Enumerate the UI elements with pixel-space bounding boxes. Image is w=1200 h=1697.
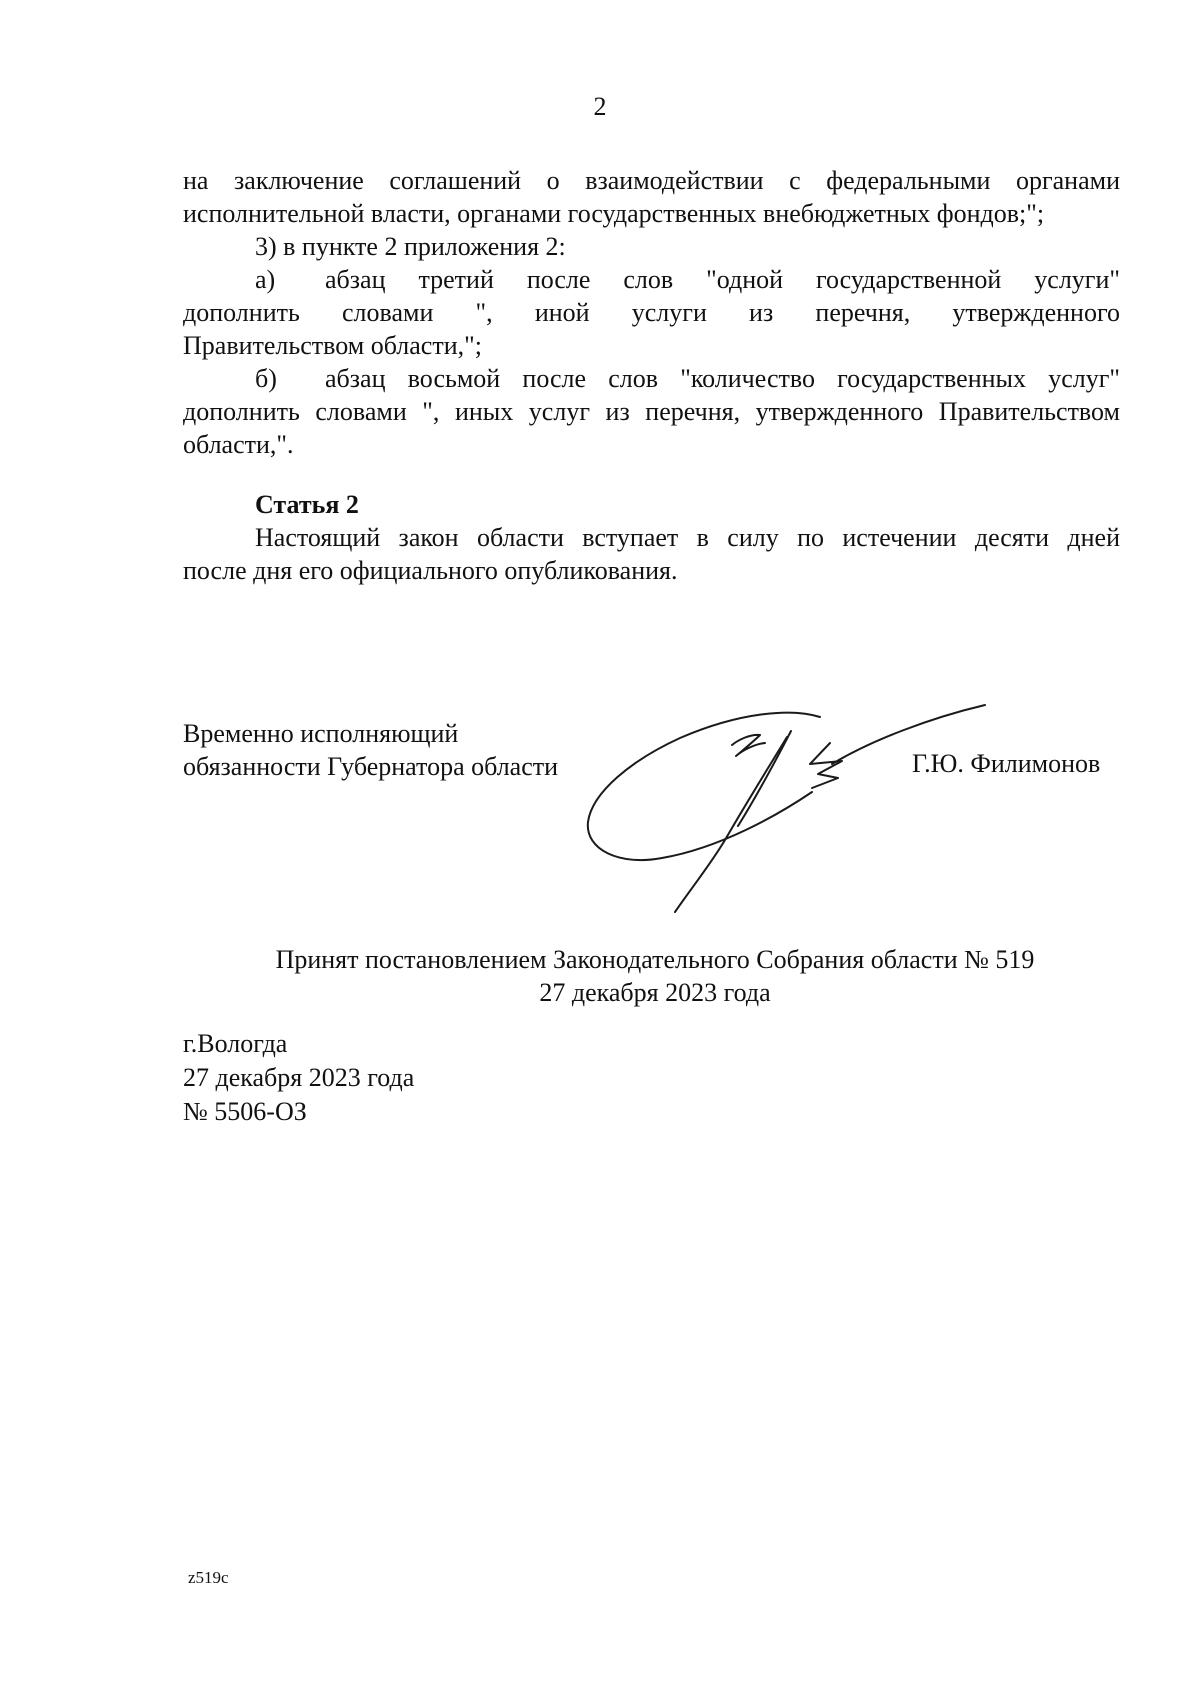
handwritten-signature-icon <box>580 690 1000 925</box>
paragraph-line: на заключение соглашений о взаимодействии с федеральными органами <box>183 166 1120 195</box>
paragraph-line: после дня его официального опубликования. <box>183 556 678 585</box>
place-and-date <box>183 1027 414 1129</box>
signer-position-line: Временно исполняющий <box>183 719 459 748</box>
signer-position-line: обязанности Губернатора области <box>183 752 559 781</box>
subitem-a <box>183 263 1120 296</box>
article-heading: Статья 2 <box>255 490 359 519</box>
paragraph-line: Настоящий закон области вступает в силу по истечении десяти дней <box>255 523 1120 552</box>
subitem-letter: б) <box>255 364 277 393</box>
article-2 <box>183 488 1120 587</box>
paragraph-line: 3) в пункте 2 приложения 2: <box>255 232 566 261</box>
document-body <box>183 164 1120 461</box>
law-number: № 5506-ОЗ <box>183 1097 307 1126</box>
signer-name: Г.Ю. Филимонов <box>912 749 1101 778</box>
subitem-letter: а) <box>255 265 276 294</box>
document-code: z519c <box>188 1568 229 1587</box>
city: г.Вологда <box>183 1029 288 1058</box>
adoption-line: Принят постановлением Законодательного Собрания области № 519 <box>275 945 1035 974</box>
paragraph-line: Правительством области,"; <box>183 331 482 360</box>
adoption-date: 27 декабря 2023 года <box>539 978 771 1007</box>
paragraph-line: области,". <box>183 430 294 459</box>
subitem-b <box>183 362 1120 395</box>
law-date: 27 декабря 2023 года <box>183 1063 415 1092</box>
paragraph-line: абзац восьмой после слов "количество государственных услуг" <box>325 364 1120 393</box>
adoption-note <box>0 943 1200 1009</box>
paragraph-line: дополнить словами ", иных услуг из перечня, утвержденного Правительством <box>183 397 1120 426</box>
paragraph-line: дополнить словами ", иной услуги из перечня, утвержденного <box>183 298 1120 327</box>
signer-position <box>183 717 558 783</box>
page-number: 2 <box>593 92 607 121</box>
paragraph-line: абзац третий после слов "одной государственной услуги" <box>325 265 1120 294</box>
paragraph-line: исполнительной власти, органами государственных внебюджетных фондов;"; <box>183 199 1045 228</box>
